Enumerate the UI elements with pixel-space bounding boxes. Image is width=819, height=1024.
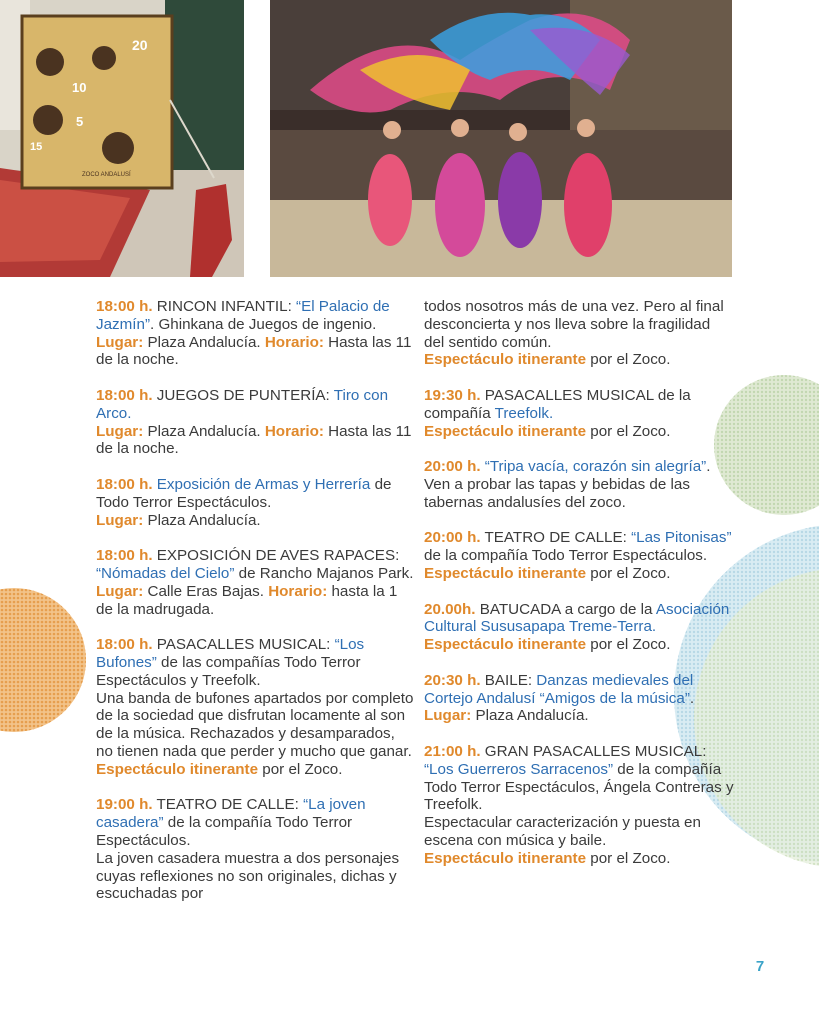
event-time: 20:30 h. <box>424 671 481 689</box>
event-entry <box>424 743 734 868</box>
itinerant-text: por el Zoco. <box>586 351 671 369</box>
event-entry <box>424 601 734 654</box>
horario-value: hasta la 1 de la madrugada. <box>96 582 398 618</box>
horario-value: Hasta las 11 de la noche. <box>96 422 412 458</box>
horario-value: Hasta las 11 de la noche. <box>96 333 412 369</box>
program-column-left <box>96 298 414 921</box>
page-number: 7 <box>755 958 765 975</box>
lugar-label: Lugar: <box>96 333 144 351</box>
itinerant-text: por el Zoco. <box>586 849 671 867</box>
lugar-label: Lugar: <box>424 707 472 725</box>
event-title: EXPOSICIÓN DE AVES RAPACES: <box>152 547 400 565</box>
event-title: JUEGOS DE PUNTERÍA: <box>152 386 334 404</box>
event-text: de la compañía Todo Terror Espectáculos. <box>424 547 708 565</box>
sign-brand: ZOCO ANDALUSÍ <box>82 172 131 178</box>
event-time: 19:30 h. <box>424 386 481 404</box>
program-column-right <box>424 298 734 885</box>
event-time: 20.00h. <box>424 600 476 618</box>
event-entry-continued <box>424 298 734 369</box>
event-text: de las compañías Todo Terror Espectáculos y Treefolk. <box>96 653 361 689</box>
event-entry <box>424 529 734 582</box>
event-highlight: “Los Guerreros Sarracenos” <box>424 760 614 778</box>
event-highlight: Asociación Cultural Sususapapa Treme-Terra. <box>424 600 730 636</box>
event-text: . Ghinkana de Juegos de ingenio. <box>150 315 377 333</box>
event-entry <box>424 387 734 440</box>
event-time: 18:00 h. <box>96 547 153 565</box>
horario-label: Horario: <box>268 582 328 600</box>
event-entry <box>96 547 414 618</box>
lugar-value: Plaza Andalucía. <box>143 422 265 440</box>
event-text: de Rancho Majanos Park. <box>234 564 414 582</box>
event-highlight: Tiro con Arco. <box>96 386 389 422</box>
itinerant-label: Espectáculo itinerante <box>96 760 259 778</box>
event-text: de la compañía Todo Terror Espectáculos, Ángela Contreras y Treefolk. <box>424 760 734 814</box>
horario-label: Horario: <box>264 422 324 440</box>
event-description: Una banda de bufones apartados por completo de la sociedad que disfrutan locamente al son de la música. Rechazados y desamparados, no tienen nada que perder y mucho que ganar. <box>96 689 414 760</box>
lugar-label: Lugar: <box>96 511 144 529</box>
event-text: . Ven a probar las tapas y bebidas de las tabernas andalusíes del zoco. <box>424 458 711 511</box>
event-title: TEATRO DE CALLE: <box>152 796 304 814</box>
itinerant-text: por el Zoco. <box>258 760 343 778</box>
itinerant-label: Espectáculo itinerante <box>424 351 587 369</box>
event-entry <box>96 387 414 458</box>
event-title: TEATRO DE CALLE: <box>480 529 632 547</box>
event-time: 19:00 h. <box>96 796 153 814</box>
lugar-label: Lugar: <box>96 422 144 440</box>
lugar-value: Plaza Andalucía. <box>471 707 589 725</box>
event-entry <box>96 476 414 529</box>
itinerant-label: Espectáculo itinerante <box>424 636 587 654</box>
sign-number-15: 15 <box>30 141 43 153</box>
event-time: 18:00 h. <box>96 298 153 315</box>
sign-number-10: 10 <box>72 80 87 95</box>
event-highlight: Exposición de Armas y Herrería <box>152 475 371 493</box>
event-description: Espectacular caracterización y puesta en escena con música y baile. <box>424 814 701 849</box>
itinerant-text: por el Zoco. <box>586 422 671 440</box>
lugar-value: Calle Eras Bajas. <box>143 582 269 600</box>
sign-number-5: 5 <box>76 114 84 129</box>
lugar-value: Plaza Andalucía. <box>143 333 265 351</box>
event-time: 18:00 h. <box>96 636 153 654</box>
decorative-circle-orange <box>0 588 90 732</box>
event-entry <box>424 672 734 725</box>
lugar-label: Lugar: <box>96 582 144 600</box>
event-text: de la compañía Todo Terror Espectáculos. <box>96 814 353 849</box>
event-entry <box>96 796 414 903</box>
event-title: GRAN PASACALLES MUSICAL: <box>480 742 707 760</box>
event-description: La joven casadera muestra a dos personajes cuyas reflexiones no son originales, dichas y escuchadas por <box>96 849 400 903</box>
event-entry <box>424 458 734 511</box>
event-highlight: “El Palacio de Jazmín” <box>96 298 390 333</box>
event-highlight: “Las Pitonisas” <box>631 529 732 547</box>
event-highlight: “La joven casadera” <box>96 796 366 832</box>
event-highlight: “Nómadas del Cielo” <box>96 564 235 582</box>
itinerant-text: por el Zoco. <box>586 564 671 582</box>
event-text: de Todo Terror Espectáculos. <box>96 475 392 511</box>
event-description: todos nosotros más de una vez. Pero al final desconcierta y nos lleva sobre la fragilidad del sentido común. <box>424 298 724 351</box>
event-time: 20:00 h. <box>424 458 481 476</box>
event-highlight: Treefolk. <box>494 404 554 422</box>
event-time: 21:00 h. <box>424 742 481 760</box>
event-text: . <box>689 689 695 707</box>
itinerant-label: Espectáculo itinerante <box>424 564 587 582</box>
event-time: 18:00 h. <box>96 386 153 404</box>
event-time: 20:00 h. <box>424 529 481 547</box>
event-title: BATUCADA a cargo de la <box>475 600 656 618</box>
itinerant-label: Espectáculo itinerante <box>424 849 587 867</box>
itinerant-text: por el Zoco. <box>586 636 671 654</box>
event-title: PASACALLES MUSICAL: <box>152 636 335 654</box>
photo-veil-dancers <box>270 0 732 277</box>
event-highlight: “Tripa vacía, corazón sin alegría” <box>480 458 707 476</box>
event-title: PASACALLES MUSICAL de la compañía <box>424 386 691 422</box>
sign-number-20: 20 <box>132 37 148 53</box>
event-highlight: Danzas medievales del Cortejo Andalusí “Amigos de la música” <box>424 671 694 707</box>
event-entry <box>96 298 414 369</box>
horario-label: Horario: <box>264 333 324 351</box>
event-title: RINCON INFANTIL: <box>152 298 297 315</box>
itinerant-label: Espectáculo itinerante <box>424 422 587 440</box>
lugar-value: Plaza Andalucía. <box>143 511 261 529</box>
event-title: BAILE: <box>480 671 537 689</box>
event-highlight: “Los Bufones” <box>96 636 365 671</box>
photo-target-game <box>0 0 244 277</box>
event-time: 18:00 h. <box>96 475 153 493</box>
event-entry <box>96 636 414 778</box>
